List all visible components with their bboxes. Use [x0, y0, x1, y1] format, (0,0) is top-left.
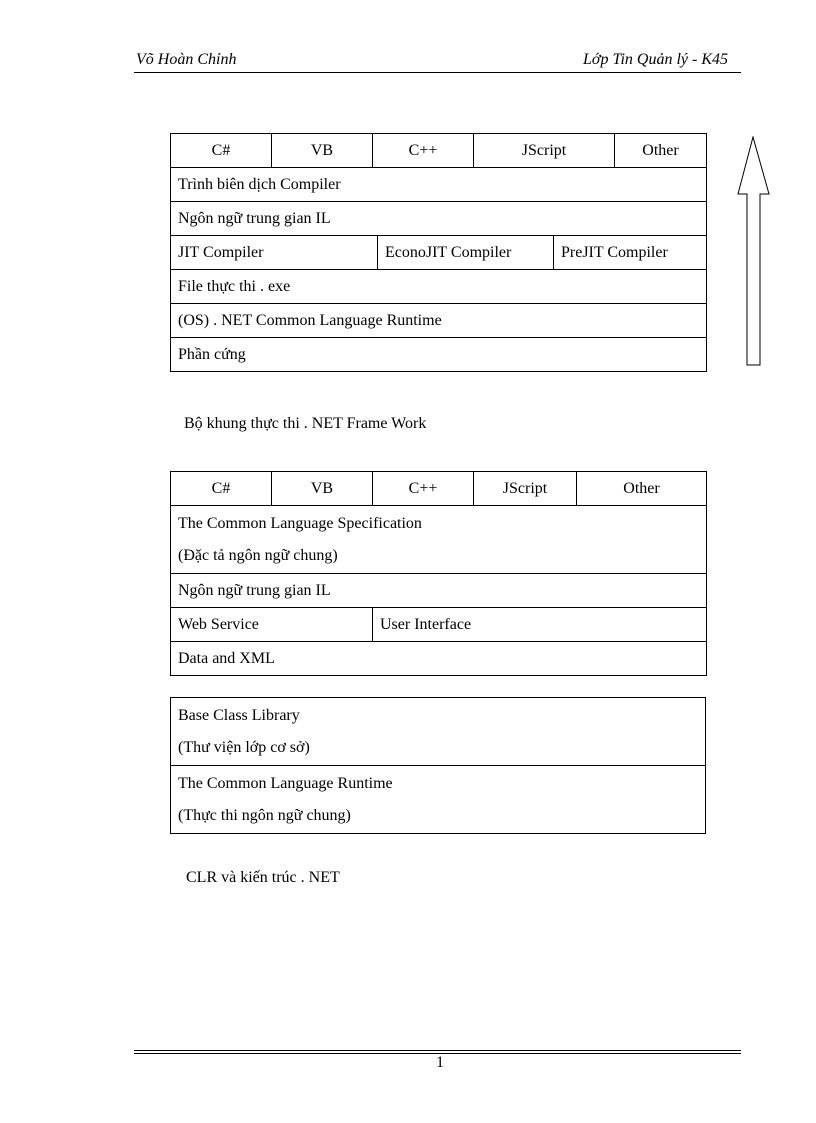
cls-row — [171, 506, 707, 574]
lang-vb: VB — [272, 134, 373, 168]
lang-csharp: C# — [171, 134, 272, 168]
page-number: 1 — [436, 1054, 444, 1071]
web-service-cell: Web Service — [171, 608, 373, 642]
prejit-compiler: PreJIT Compiler — [554, 236, 707, 270]
execution-framework-diagram — [170, 133, 707, 372]
bcl-row — [171, 698, 706, 766]
user-interface-cell: User Interface — [373, 608, 707, 642]
header-class: Lớp Tin Quản lý - K45 — [583, 51, 728, 68]
bcl-title: Base Class Library — [178, 706, 300, 724]
up-arrow-shape — [738, 137, 769, 365]
cls-subtitle: (Đặc tả ngôn ngữ chung) — [178, 546, 338, 564]
footer-rule — [134, 1050, 741, 1051]
header-author: Võ Hoàn Chỉnh — [136, 51, 237, 68]
header-rule — [134, 72, 741, 73]
compiler-row: Trình biên dịch Compiler — [171, 168, 707, 202]
econojit-compiler: EconoJIT Compiler — [378, 236, 554, 270]
lang-other: Other — [577, 472, 707, 506]
up-arrow-icon — [736, 136, 772, 368]
lang-cpp: C++ — [373, 472, 474, 506]
il-row: Ngôn ngữ trung gian IL — [171, 574, 707, 608]
data-xml-row: Data and XML — [171, 642, 707, 676]
lang-cpp: C++ — [373, 134, 474, 168]
lang-vb: VB — [272, 472, 373, 506]
cls-title: The Common Language Specification — [178, 514, 422, 532]
lang-other: Other — [615, 134, 707, 168]
cls-diagram — [170, 471, 707, 676]
lang-jscript: JScript — [474, 134, 615, 168]
il-row: Ngôn ngữ trung gian IL — [171, 202, 707, 236]
bcl-subtitle: (Thư viện lớp cơ sở) — [178, 738, 310, 756]
caption-framework: Bộ khung thực thi . NET Frame Work — [184, 415, 427, 432]
jit-compiler: JIT Compiler — [171, 236, 378, 270]
clr-title: The Common Language Runtime — [178, 774, 393, 792]
bcl-clr-diagram — [170, 697, 706, 834]
exe-row: File thực thi . exe — [171, 270, 707, 304]
lang-jscript: JScript — [474, 472, 577, 506]
clr-subtitle: (Thực thi ngôn ngữ chung) — [178, 806, 351, 824]
lang-csharp: C# — [171, 472, 272, 506]
caption-clr: CLR và kiến trúc . NET — [186, 869, 340, 886]
clr-row — [171, 766, 706, 834]
hardware-row: Phần cứng — [171, 338, 707, 372]
os-clr-row: (OS) . NET Common Language Runtime — [171, 304, 707, 338]
